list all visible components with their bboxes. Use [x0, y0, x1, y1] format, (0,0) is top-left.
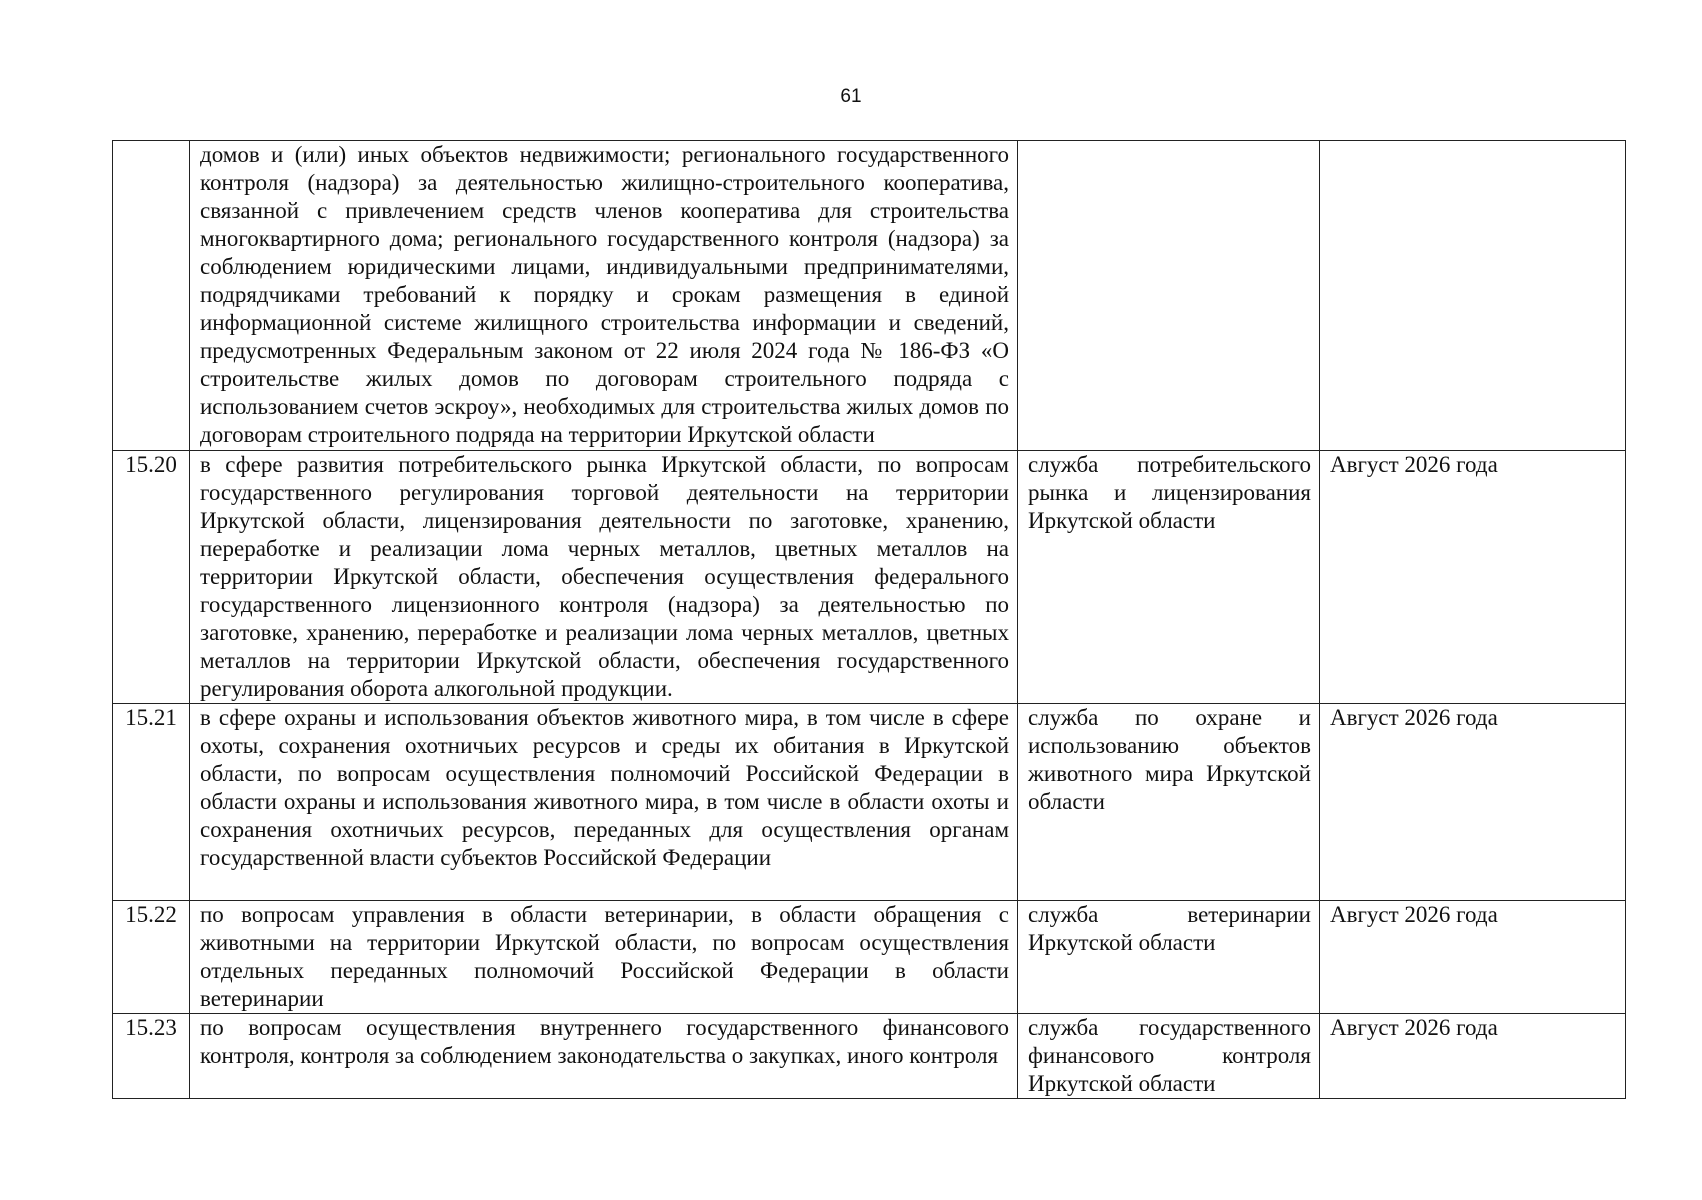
row-number [113, 141, 190, 451]
row-description: домов и (или) иных объектов недвижимости; регионального государственного контроля (надзора) за деятельностью жилищно-строительного кооператива, связанной с привлечением средств членов кооператива для строительства многоквартирного дома; регионального государственного контроля (надзора) за соблюдением юридическими лицами, индивидуальными предпринимателями, подрядчиками требований к порядку и срокам размещения в единой информационной системе жилищного строительства информации и сведений, предусмотренных Федеральным законом от 22 июля 2024 года № 186-ФЗ «О строительстве жилых домов по договорам строительного подряда с использованием счетов эскроу», необходимых для строительства жилых домов по договорам строительного подряда на территории Иркутской области [190, 141, 1018, 451]
row-number: 15.21 [113, 704, 190, 901]
row-responsible-organ: служба потребительского рынка и лицензирования Иркутской области [1018, 451, 1320, 704]
row-responsible-organ: служба ветеринарии Иркутской области [1018, 901, 1320, 1014]
table-row [113, 704, 1626, 901]
row-deadline [1320, 141, 1626, 451]
row-deadline: Август 2026 года [1320, 451, 1626, 704]
table-row [113, 141, 1626, 451]
row-description: в сфере развития потребительского рынка Иркутской области, по вопросам государственного регулирования торговой деятельности на территории Иркутской области, лицензирования деятельности по заготовке, хранению, переработке и реализации лома черных металлов, цветных металлов на территории Иркутской области, обеспечения осуществления федерального государственного лицензионного контроля (надзора) за деятельностью по заготовке, хранению, переработке и реализации лома черных металлов, цветных металлов на территории Иркутской области, обеспечения государственного регулирования оборота алкогольной продукции. [190, 451, 1018, 704]
row-description: по вопросам осуществления внутреннего государственного финансового контроля, контроля за соблюдением законодательства о закупках, иного контроля [190, 1014, 1018, 1099]
page-number: 61 [840, 86, 862, 107]
table-row [113, 1014, 1626, 1099]
row-deadline: Август 2026 года [1320, 901, 1626, 1014]
row-number: 15.20 [113, 451, 190, 704]
table-row [113, 451, 1626, 704]
row-description: по вопросам управления в области ветеринарии, в области обращения с животными на территории Иркутской области, по вопросам осуществления отдельных переданных полномочий Российской Федерации в области ветеринарии [190, 901, 1018, 1014]
row-responsible-organ [1018, 141, 1320, 451]
table-row [113, 901, 1626, 1014]
row-number: 15.22 [113, 901, 190, 1014]
row-description: в сфере охраны и использования объектов животного мира, в том числе в сфере охоты, сохранения охотничьих ресурсов и среды их обитания в Иркутской области, по вопросам осуществления полномочий Российской Федерации в области охраны и использования животного мира, в том числе в области охоты и сохранения охотничьих ресурсов, переданных для осуществления органам государственной власти субъектов Российской Федерации [190, 704, 1018, 901]
row-responsible-organ: служба по охране и использованию объектов животного мира Иркутской области [1018, 704, 1320, 901]
row-number: 15.23 [113, 1014, 190, 1099]
row-deadline: Август 2026 года [1320, 1014, 1626, 1099]
plan-table [112, 140, 1626, 1099]
row-deadline: Август 2026 года [1320, 704, 1626, 901]
row-responsible-organ: служба государственного финансового контроля Иркутской области [1018, 1014, 1320, 1099]
